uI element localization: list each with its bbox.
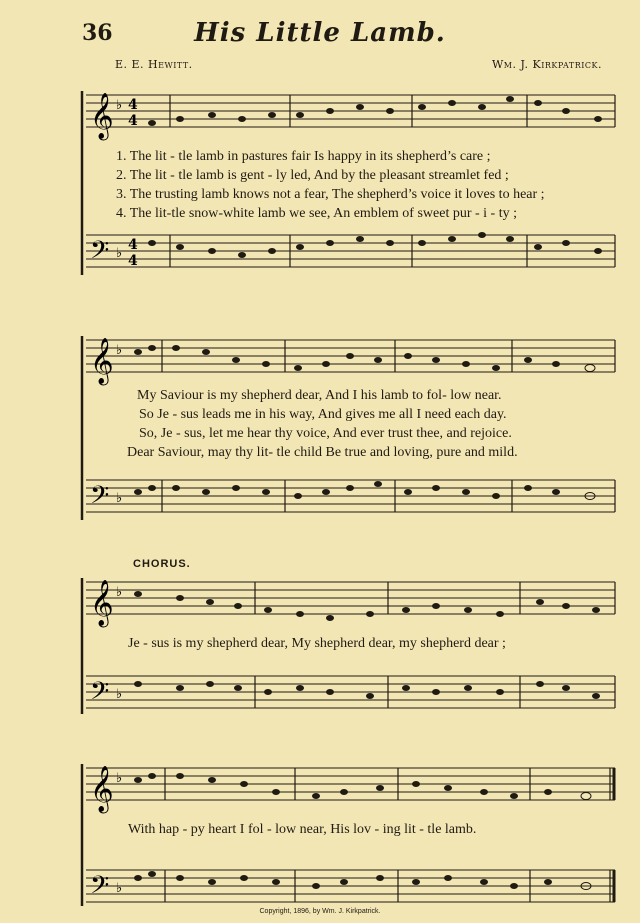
svg-text:♭: ♭ [116, 687, 123, 702]
composer-credit: Wm. J. Kirkpatrick. [491, 58, 602, 71]
svg-text:4: 4 [128, 237, 138, 253]
svg-text:𝄞: 𝄞 [90, 580, 114, 626]
verse-lyrics-1 [116, 147, 545, 223]
svg-text:♭: ♭ [116, 771, 123, 786]
chorus-label: CHORUS. [133, 558, 191, 570]
lyric-line: My Saviour is my shepherd dear, And I his lamb to fol- low near. [137, 388, 502, 403]
svg-text:𝄢: 𝄢 [90, 677, 110, 712]
svg-text:𝄞: 𝄞 [90, 93, 114, 139]
hymn-title: His Little Lamb. [194, 18, 446, 48]
music-system-2 [0, 330, 640, 525]
verse-lyrics-2 [127, 386, 518, 462]
lyricist-credit: E. E. Hewitt. [115, 58, 193, 71]
svg-text:𝄢: 𝄢 [90, 871, 110, 906]
svg-text:♭: ♭ [116, 491, 123, 506]
lyric-line: 1. The lit - tle lamb in pastures fair Is happy in its shepherd’s care ; [116, 149, 491, 164]
lyric-line: So Je - sus leads me in his way, And gives me all I need each day. [139, 407, 507, 422]
lyric-line: 2. The lit - tle lamb is gent - ly led, And by the pleasant streamlet fed ; [116, 168, 509, 183]
music-system-1 [0, 85, 640, 280]
lyric-line: So, Je - sus, let me hear thy voice, And ever trust thee, and rejoice. [139, 426, 512, 441]
svg-text:𝄞: 𝄞 [90, 766, 114, 812]
svg-text:♭: ♭ [116, 246, 123, 261]
svg-text:𝄢: 𝄢 [90, 481, 110, 516]
lyric-line: With hap - py heart I fol - low near, His lov - ing lit - tle lamb. [128, 822, 477, 837]
music-system-4 [0, 758, 640, 908]
chorus-lyrics [128, 634, 506, 653]
music-system-3 [0, 572, 640, 720]
svg-text:𝄞: 𝄞 [90, 338, 114, 384]
svg-text:♭: ♭ [116, 585, 123, 600]
svg-text:♭: ♭ [116, 343, 123, 358]
svg-text:𝄢: 𝄢 [90, 236, 110, 271]
ending-lyrics [128, 820, 476, 839]
lyric-line: Je - sus is my shepherd dear, My shepherd dear, my shepherd dear ; [128, 636, 506, 651]
time-sig-bottom: 4 [128, 113, 138, 129]
lyric-line: Dear Saviour, may thy lit- tle child Be true and loving, pure and mild. [127, 445, 518, 460]
page-number: 36 [82, 20, 113, 46]
svg-text:♭: ♭ [116, 881, 123, 896]
lyric-line: 3. The trusting lamb knows not a fear, The shepherd’s voice it loves to hear ; [116, 187, 545, 202]
svg-text:♭: ♭ [116, 98, 123, 113]
svg-text:4: 4 [128, 253, 138, 269]
lyric-line: 4. The lit-tle snow-white lamb we see, An emblem of sweet pur - i - ty ; [116, 206, 517, 221]
time-sig-top: 4 [128, 97, 138, 113]
copyright-notice: Copyright, 1896, by Wm. J. Kirkpatrick. [259, 908, 381, 915]
